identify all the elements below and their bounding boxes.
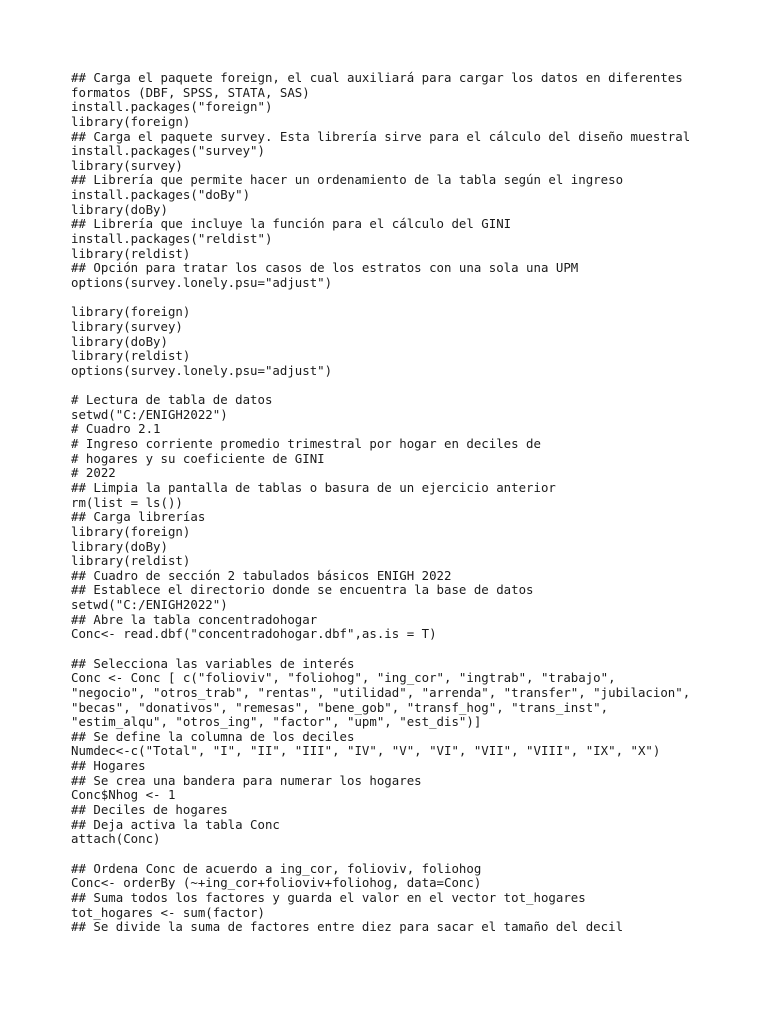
code-line: library(doBy) — [71, 333, 168, 349]
code-line: ## Hogares — [71, 758, 146, 774]
code-line: ## Se divide la suma de factores entre diez para sacar el tamaño del decil — [71, 919, 624, 935]
code-line: # 2022 — [71, 465, 116, 481]
code-line: library(reldist) — [71, 245, 191, 261]
code-line: # hogares y su coeficiente de GINI — [71, 450, 325, 466]
code-line: "estim_alqu", "otros_ing", "factor", "upm", "est_dis")] — [71, 714, 482, 730]
code-line: install.packages("reldist") — [71, 231, 273, 247]
code-line: library(foreign) — [71, 523, 191, 539]
blank-line — [71, 847, 711, 862]
code-line: setwd("C:/ENIGH2022") — [71, 406, 228, 422]
code-document — [71, 71, 711, 935]
code-line: ## Librería que incluye la función para el cálculo del GINI — [71, 216, 512, 232]
code-line: ## Carga el paquete survey. Esta librería sirve para el cálculo del diseño muestral — [71, 128, 691, 144]
code-line: ## Se define la columna de los deciles — [71, 728, 355, 744]
code-line: tot_hogares <- sum(factor) — [71, 904, 265, 920]
code-line: Conc<- read.dbf("concentradohogar.dbf",as.is = T) — [71, 626, 437, 642]
code-line: ## Carga el paquete foreign, el cual auxiliará para cargar los datos en diferentes — [71, 70, 683, 85]
code-line: Conc <- Conc [ c("folioviv", "foliohog", "ing_cor", "ingtrab", "trabajo", — [71, 670, 616, 686]
blank-line — [71, 291, 711, 306]
blank-line — [71, 378, 711, 393]
code-line: # Ingreso corriente promedio trimestral por hogar en deciles de — [71, 436, 541, 452]
code-line: library(reldist) — [71, 348, 191, 364]
code-line: ## Deja activa la tabla Conc — [71, 816, 280, 832]
code-line: ## Selecciona las variables de interés — [71, 655, 355, 671]
code-line: formatos (DBF, SPSS, STATA, SAS) — [71, 84, 310, 100]
code-line: ## Limpia la pantalla de tablas o basura de un ejercicio anterior — [71, 479, 556, 495]
code-line: ## Ordena Conc de acuerdo a ing_cor, folioviv, foliohog — [71, 860, 482, 876]
code-line: ## Se crea una bandera para numerar los hogares — [71, 772, 422, 788]
code-line: # Cuadro 2.1 — [71, 421, 161, 437]
code-line: ## Cuadro de sección 2 tabulados básicos ENIGH 2022 — [71, 567, 452, 583]
code-line: library(survey) — [71, 318, 183, 334]
code-line: "negocio", "otros_trab", "rentas", "utilidad", "arrenda", "transfer", "jubilacion", — [71, 684, 691, 700]
code-line: library(reldist) — [71, 553, 191, 569]
code-line: options(survey.lonely.psu="adjust") — [71, 362, 333, 378]
code-line: install.packages("doBy") — [71, 187, 251, 203]
code-line: Numdec<-c("Total", "I", "II", "III", "IV", "V", "VI", "VII", "VIII", "IX", "X") — [71, 743, 661, 759]
code-line: library(survey) — [71, 157, 183, 173]
code-line: library(foreign) — [71, 113, 191, 129]
code-line: ## Suma todos los factores y guarda el valor en el vector tot_hogares — [71, 889, 586, 905]
code-line: "becas", "donativos", "remesas", "bene_gob", "transf_hog", "trans_inst", — [71, 699, 609, 715]
code-line: ## Abre la tabla concentradohogar — [71, 611, 318, 627]
code-line: # Lectura de tabla de datos — [71, 392, 273, 408]
code-line: rm(list = ls()) — [71, 494, 183, 510]
code-line: library(doBy) — [71, 538, 168, 554]
code-line: attach(Conc) — [71, 831, 161, 847]
code-line: install.packages("survey") — [71, 143, 265, 159]
code-line: Conc$Nhog <- 1 — [71, 787, 176, 803]
code-line: ## Opción para tratar los casos de los estratos con una sola una UPM — [71, 260, 579, 276]
code-line: options(survey.lonely.psu="adjust") — [71, 274, 333, 290]
code-line: ## Carga librerías — [71, 509, 206, 525]
code-line: ## Establece el directorio donde se encuentra la base de datos — [71, 582, 534, 598]
code-line: library(foreign) — [71, 304, 191, 320]
code-line: ## Librería que permite hacer un ordenamiento de la tabla según el ingreso — [71, 172, 624, 188]
code-line: Conc<- orderBy (~+ing_cor+folioviv+foliohog, data=Conc) — [71, 875, 482, 891]
blank-line — [71, 642, 711, 657]
code-line: setwd("C:/ENIGH2022") — [71, 597, 228, 613]
code-line: ## Deciles de hogares — [71, 802, 228, 818]
code-line: install.packages("foreign") — [71, 99, 273, 115]
code-line: library(doBy) — [71, 201, 168, 217]
